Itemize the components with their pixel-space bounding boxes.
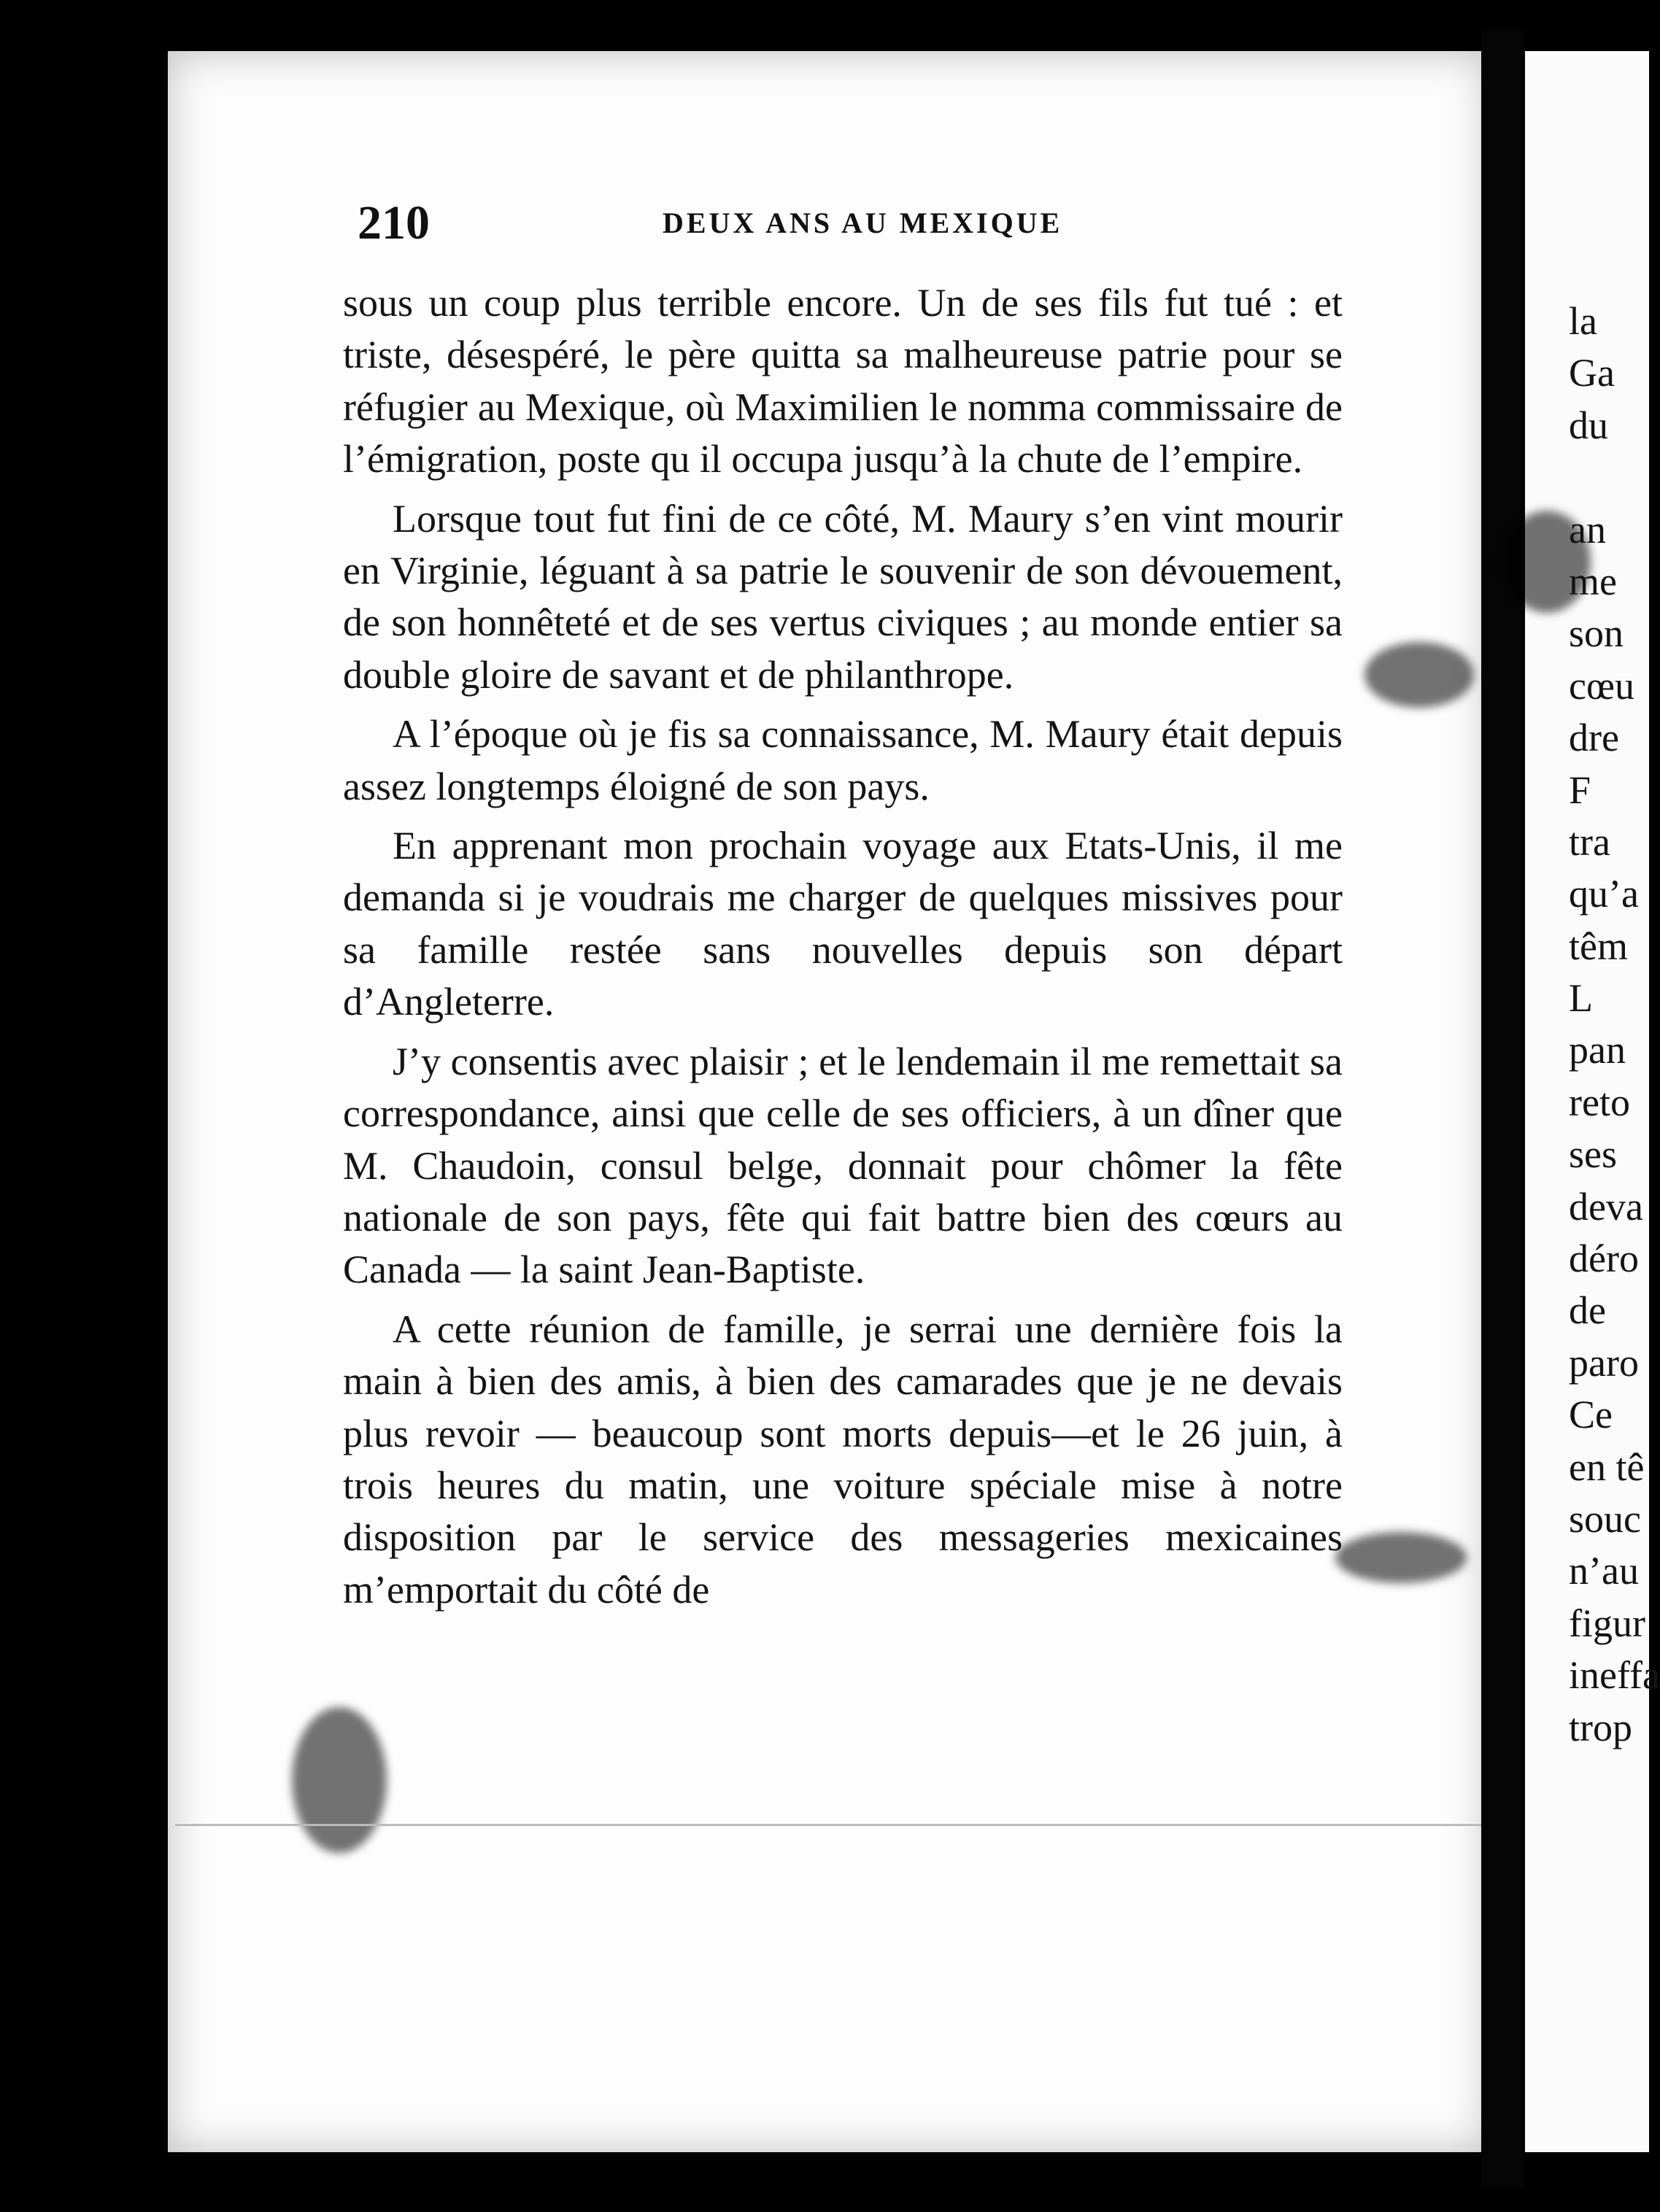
fragment: n’au bbox=[1569, 1549, 1639, 1593]
fragment: du bbox=[1569, 403, 1608, 447]
ink-stain bbox=[292, 1707, 387, 1853]
fragment: me bbox=[1569, 559, 1617, 603]
right-page-fragments bbox=[1569, 295, 1660, 1754]
fragment: en tê bbox=[1569, 1445, 1645, 1489]
fragment: pan bbox=[1569, 1028, 1626, 1072]
fragment: dre bbox=[1569, 716, 1619, 760]
fragment: reto bbox=[1569, 1080, 1630, 1124]
fragment: trop bbox=[1569, 1705, 1632, 1749]
page-number: 210 bbox=[358, 196, 430, 250]
fragment: cœu bbox=[1569, 663, 1634, 708]
fragment: paro bbox=[1569, 1340, 1639, 1385]
page-bottom-rule bbox=[175, 1824, 1481, 1826]
fragment: Ce bbox=[1569, 1393, 1613, 1437]
fragment: de bbox=[1569, 1288, 1606, 1333]
paragraph: sous un coup plus terrible encore. Un de ses fils fut tué : et triste, désespéré, le père quitta sa malheureuse patrie pour se réfugier au Mexique, où Maximilien le nomma commissaire de l’émigration, poste qu il occupa jusqu’à la chute de l’empire. bbox=[343, 281, 1343, 482]
fragment: deva bbox=[1569, 1184, 1643, 1229]
ink-stain bbox=[1364, 642, 1474, 708]
paragraph: A cette réunion de famille, je serrai une dernière fois la main à bien des amis, à bien des camarades que je ne devais plus revoir — beaucoup sont morts depuis—et le 26 juin, à trois heures du matin, une voiture spéciale mise à notre disposition par le service des messageries mexicaines m’emportait du côté de bbox=[343, 1307, 1343, 1612]
fragment: la bbox=[1569, 299, 1597, 343]
fragment: ineffa bbox=[1569, 1653, 1660, 1698]
fragment: figur bbox=[1569, 1601, 1645, 1645]
fragment: son bbox=[1569, 611, 1624, 656]
fragment: L bbox=[1569, 976, 1593, 1021]
fragment: Ga bbox=[1569, 351, 1615, 395]
paragraph: Lorsque tout fut fini de ce côté, M. Maury s’en vint mourir en Virginie, léguant à sa patrie le souvenir de son dévouement, de son honnêteté et de ses vertus civiques ; au monde entier sa double gloire de savant et de philanthrope. bbox=[343, 496, 1343, 697]
ink-stain bbox=[1335, 1532, 1467, 1583]
book-gutter bbox=[1481, 29, 1525, 2189]
running-title: DEUX ANS AU MEXIQUE bbox=[663, 206, 1063, 239]
fragment: têm bbox=[1569, 924, 1628, 968]
fragment: qu’a bbox=[1569, 872, 1639, 916]
fragment bbox=[1569, 452, 1649, 503]
paragraph: En apprenant mon prochain voyage aux Etats-Unis, il me demanda si je voudrais me charger de quelques missives pour sa famille restée sans nouvelles depuis son départ d’Angleterre. bbox=[343, 824, 1343, 1024]
body-text bbox=[343, 277, 1343, 1616]
fragment: déro bbox=[1569, 1237, 1639, 1281]
paragraph: J’y consentis avec plaisir ; et le lendemain il me remettait sa correspondance, ainsi que celle de ses officiers, à un dîner que M. Chaudoin, consul belge, donnait pour chômer la fête nationale de son pays, fête qui fait battre bien des cœurs au Canada — la saint Jean-Baptiste. bbox=[343, 1039, 1343, 1292]
paragraph: A l’époque où je fis sa connaissance, M. Maury était depuis assez longtemps éloigné de son pays. bbox=[343, 712, 1343, 808]
fragment: an bbox=[1569, 507, 1606, 552]
fragment: ses bbox=[1569, 1132, 1617, 1177]
fragment: tra bbox=[1569, 819, 1610, 864]
fragment: F bbox=[1569, 767, 1591, 812]
fragment: souc bbox=[1569, 1496, 1641, 1541]
running-head bbox=[358, 196, 1467, 250]
